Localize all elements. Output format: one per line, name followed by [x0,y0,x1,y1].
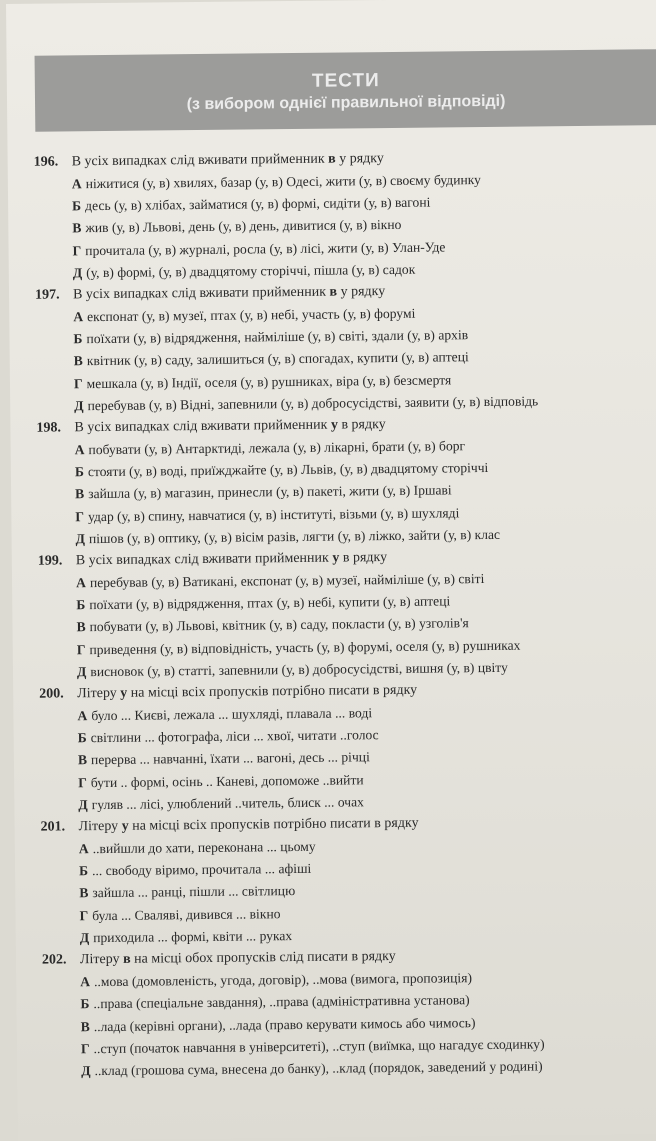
answer-option-text: бути .. формі, осінь .. Каневі, допоможе ..вийти [90,771,364,790]
answer-option-text: стояти (у, в) воді, приїжджайте (у, в) Львів, (у, в) двадцятому сторіччі [87,460,489,480]
answer-option-letter: Б [76,597,86,613]
answer-option-letter: В [80,1018,90,1034]
answer-option-text: приведення (у, в) відповідність, участь (у, в) форумі, оселя (у, в) рушниках [89,637,521,657]
question-197 [9,278,656,418]
question-text-part: Літеру [77,685,121,702]
question-text-part: в рядку [339,550,388,566]
answer-option-letter: Д [72,265,83,281]
answer-option-text: було ... Києві, лежала ... шухляді, плавала ... воді [91,705,373,724]
answer-option-letter: А [73,309,84,325]
answer-option-text: ..мова (домовленість, угода, договір), ..мова (вимога, пропозиція) [93,970,473,990]
answer-option-letter: В [72,220,82,236]
question-text-part: на місці всіх пропусків потрібно писати в рядку [127,682,418,701]
question-202 [16,943,656,1083]
question-number: 197. [34,287,60,303]
answer-option-text: гуляв ... лісі, улюблений ..читель, блиск ... очах [91,794,364,813]
question-text [73,284,385,302]
question-text-part: В усіх випадках слід вживати прийменник [71,151,329,170]
answer-option-letter: В [73,353,83,369]
answer-option-text: пішов (у, в) оптику, (у, в) вісім разів, лягти (у, в) ліжко, зайти (у, в) клас [88,526,501,547]
answer-option-letter: Д [79,930,90,946]
question-text [72,151,384,169]
answer-option-letter: Д [81,1063,91,1079]
questions-list [8,145,656,1083]
answer-option-text: (у, в) формі, (у, в) двадцятому сторіччі, пішла (у, в) садок [86,261,416,280]
answer-option-letter: Д [78,797,88,813]
question-text-part: В усіх випадках слід вживати прийменник [72,284,330,303]
question-198 [10,411,656,551]
answer-option-letter: Г [78,774,87,790]
question-key-letter: у [332,550,340,566]
answer-option-text: прочитала (у, в) журналі, росла (у, в) лісі, жити (у, в) Улан-Уде [85,239,446,258]
section-subtitle: (з вибором однієї правильної відповіді) [186,92,506,114]
answer-option-text: висновок (у, в) статті, запевнили (у, в) добросусідстві, вишня (у, в) цвіту [90,659,508,680]
answer-option-letter: Г [73,375,83,391]
question-text-part: на місці всіх пропусків потрібно писати в рядку [128,815,419,834]
answer-option-text: ..лада (керівні органи), ..лада (право керувати кимось або чимось) [93,1014,476,1034]
answer-option-letter: В [75,486,85,502]
question-number: 202. [41,952,67,968]
answer-option-text: перебував (у, в) Ватикані, експонат (у, в) музеї, найміліше (у, в) світі [89,571,485,591]
answer-option-letter: А [71,176,82,192]
answer-option-text: експонат (у, в) музеї, птах (у, в) небі, участь (у, в) форумі [87,305,416,325]
question-number: 199. [37,553,63,569]
question-text [79,816,419,835]
answer-option-text: була ... Сваляві, дивився ... вікно [92,905,281,923]
answer-option-letter: Д [74,398,84,414]
section-title: ТЕСТИ [311,70,380,92]
question-number: 196. [33,154,59,170]
answer-option-text: ..клад (грошова сума, внесена до банку), ..клад (порядок, заведений у родині) [94,1058,543,1079]
question-key-letter: у [330,417,338,433]
book-page [6,0,656,1141]
question-key-letter: у [121,818,129,834]
answer-option-text: жив (у, в) Львові, день (у, в) день, дивитися (у, в) вікно [85,217,402,236]
question-key-letter: в [329,284,338,300]
question-text-part: в рядку [337,417,386,433]
answer-option-text: світлини ... фотографа, ліси ... хвої, читати ..голос [90,727,379,746]
answer-option-letter: В [79,885,89,901]
answer-option-letter: Б [74,464,84,480]
answer-option-text: удар (у, в) спину, навчатися (у, в) інституті, візьми (у, в) шухляді [87,504,460,524]
answer-option-text: десь (у, в) хлібах, займатися (у, в) формі, сидіти (у, в) вагоні [85,194,431,214]
answer-option-text: приходила ... формі, квіти ... руках [93,927,293,946]
question-text-part: В усіх випадках слід вживати прийменник [74,417,331,436]
question-text [80,949,396,967]
answer-option-text: перебував (у, в) Відні, запевнили (у, в) добросусідстві, заявити (у, в) відповідь [87,393,539,413]
question-text-part: Літеру [78,818,122,835]
answer-option-text: ..права (спеціальне завдання), ..права (адміністративна установа) [93,992,470,1012]
answer-option-letter: А [78,841,89,857]
answer-option-letter: А [75,575,86,591]
answer-option-text: побувати (у, в) Антарктиді, лежала (у, в) лікарні, брати (у, в) борг [88,438,466,458]
answer-option-text: ніжитися (у, в) хвилях, базар (у, в) Одесі, жити (у, в) своєму будинку [85,172,481,192]
answer-option-text: зайшла (у, в) магазин, принесли (у, в) пакеті, жити (у, в) Іршаві [88,482,452,502]
answer-option-text: квітник (у, в) саду, залишиться (у, в) спогадах, купити (у, в) аптеці [86,349,469,369]
question-number: 200. [39,686,64,702]
question-196 [8,145,656,285]
answer-option-letter: А [77,708,88,724]
answer-option-letter: А [80,974,91,990]
answer-option-text: ..ступ (початок навчання в університеті), ..ступ (виїмка, що нагадує сходинку) [93,1036,545,1056]
answer-option-letter: Г [79,907,89,923]
question-200 [13,677,656,817]
section-header [35,49,656,132]
answer-option-text: ..вийшли до хати, переконана ... цьому [92,838,316,857]
answer-option-text: поїхати (у, в) відрядження, птах (у, в) небі, купити (у, в) аптеці [89,593,451,613]
question-text-part: на місці обох пропусків слід писати в рядку [130,949,396,967]
question-key-letter: в [328,151,336,167]
question-key-letter: в [122,951,131,967]
answer-option-text: перерва ... навчанні, їхати ... вагоні, десь ... річці [90,749,370,768]
answer-option-letter: Б [72,198,82,214]
answer-option-letter: Д [76,664,87,680]
question-text [74,417,385,435]
answer-option-letter: В [77,752,88,768]
answer-option-letter: Г [72,242,82,258]
question-text-part: Літеру [79,951,124,968]
question-text-part: В усіх випадках слід вживати прийменник [75,550,333,569]
answer-option-letter: Б [77,730,87,746]
question-text [77,683,417,702]
answer-option-letter: Б [73,331,83,347]
answer-option-text: поїхати (у, в) відрядження, найміліше (у, в) світі, здали (у, в) архів [86,327,469,347]
answer-option-text: побувати (у, в) Львові, квітник (у, в) саду, покласти (у, в) узголів'я [89,615,469,635]
answer-option-text: зайшла ... ранці, пішли ... світлицю [92,883,296,901]
answer-option-letter: Г [80,1040,90,1056]
question-text [76,550,387,568]
question-text-part: у рядку [337,284,386,300]
answer-option-letter: А [74,442,85,458]
question-201 [15,810,656,950]
question-199 [12,544,656,684]
question-number: 198. [36,420,62,436]
answer-option-letter: Б [80,996,90,1012]
question-number: 201. [40,819,66,835]
answer-option-letter: Г [76,641,86,657]
answer-option-letter: Д [75,531,86,547]
question-text-part: у рядку [335,151,384,167]
answer-option-letter: Г [75,508,85,524]
question-key-letter: у [120,685,128,701]
answer-option-text: мешкала (у, в) Індії, оселя (у, в) рушниках, віра (у, в) безсмертя [86,371,452,391]
answer-option-letter: Б [79,863,89,879]
answer-option-text: ... свободу віримо, прочитала ... афіші [92,861,312,879]
answer-option-letter: В [76,619,86,635]
